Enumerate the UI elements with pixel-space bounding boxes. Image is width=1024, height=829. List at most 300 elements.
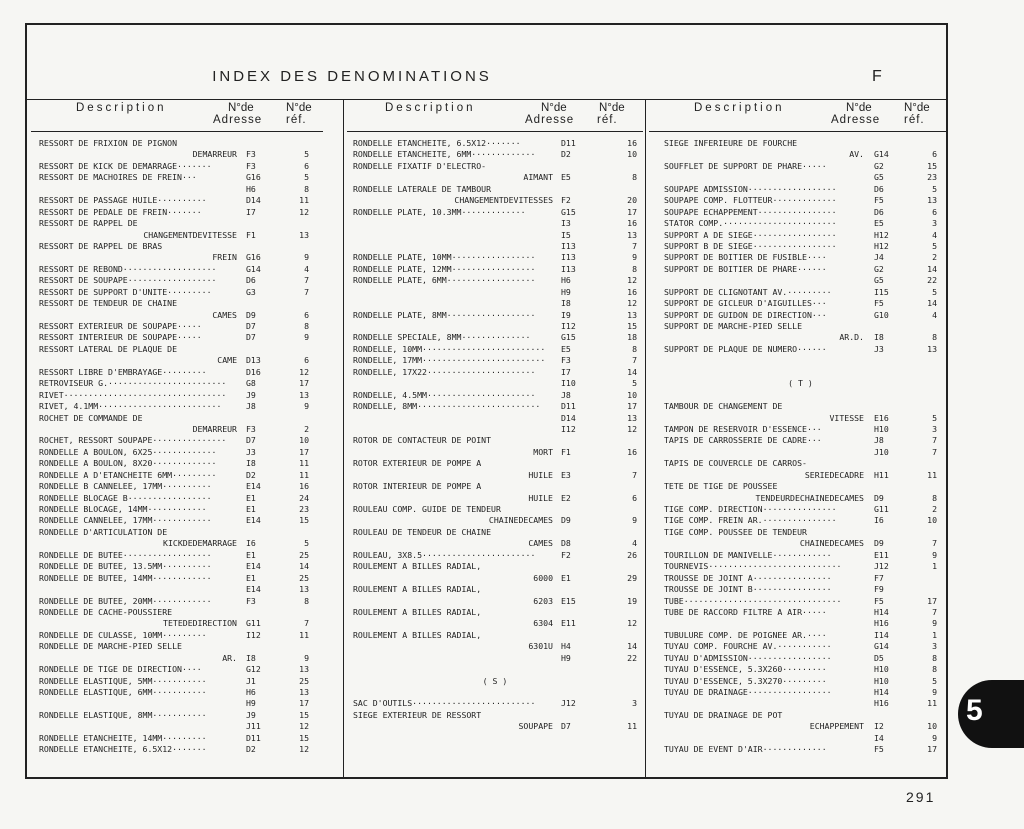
row-adresse: G5 xyxy=(874,275,884,286)
row-description: ROULEMENT A BILLES RADIAL, xyxy=(353,584,482,595)
row-adresse: H4 xyxy=(561,641,571,652)
row-adresse: I8 xyxy=(246,458,256,469)
row-adresse: E5 xyxy=(561,343,571,354)
row-ref: 12 xyxy=(627,618,637,629)
index-row xyxy=(39,744,329,755)
row-adresse: E1 xyxy=(246,504,256,514)
row-description: VITESSE xyxy=(829,412,864,423)
row-adresse: I10 xyxy=(561,378,576,389)
row-description: SUPPORT DE GICLEUR D'AIGUILLES··· xyxy=(664,298,827,309)
row-adresse: H6 xyxy=(246,183,256,194)
index-row xyxy=(39,161,329,172)
index-row xyxy=(353,161,643,172)
index-row xyxy=(664,664,944,675)
row-ref: 6 xyxy=(304,160,309,171)
row-description: RESSORT DE REBOND··················· xyxy=(39,263,217,274)
index-row xyxy=(664,424,944,435)
row-description: RESSORT LIBRE D'EMBRAYAGE········· xyxy=(39,366,207,377)
header-nde-ref: N°de xyxy=(599,102,625,114)
row-ref: 5 xyxy=(632,378,637,389)
index-row xyxy=(353,687,643,698)
row-description: CHANGEMENTDEVITESSE xyxy=(143,229,237,240)
index-row xyxy=(353,641,643,652)
row-adresse: I2 xyxy=(874,721,884,732)
index-row xyxy=(39,275,329,286)
index-row xyxy=(39,561,329,572)
row-ref: 7 xyxy=(932,538,937,549)
index-row xyxy=(664,161,944,172)
row-adresse: J11 xyxy=(246,721,261,732)
row-ref: 25 xyxy=(299,675,309,686)
header-ref: réf. xyxy=(286,114,307,126)
row-description: 6301U xyxy=(528,641,553,652)
index-row xyxy=(39,207,329,218)
index-row xyxy=(664,355,944,366)
row-description: RESSORT DE SUPPORT D'UNITE········· xyxy=(39,286,212,297)
index-row xyxy=(664,515,944,526)
index-row xyxy=(353,230,643,241)
row-adresse: G11 xyxy=(246,618,261,629)
index-row xyxy=(664,618,944,629)
row-ref: 4 xyxy=(932,309,937,320)
index-row xyxy=(353,218,643,229)
index-row xyxy=(39,584,329,595)
row-adresse: F3 xyxy=(246,423,256,434)
row-adresse: D14 xyxy=(246,195,261,206)
row-description: TOURILLON DE MANIVELLE············ xyxy=(664,549,832,560)
row-ref: 12 xyxy=(627,298,637,309)
row-description: ROULEAU COMP. GUIDE DE TENDEUR xyxy=(353,504,501,514)
row-description: FREIN xyxy=(212,252,237,263)
row-description: DEMARREUR xyxy=(192,423,237,434)
column-divider xyxy=(645,99,646,779)
row-ref: 23 xyxy=(299,504,309,514)
row-adresse: D6 xyxy=(874,183,884,194)
row-description: RONDELLE DE CACHE-POUSSIERE xyxy=(39,606,173,617)
index-row xyxy=(664,264,944,275)
row-adresse: D9 xyxy=(246,309,256,320)
row-adresse: H12 xyxy=(874,240,889,251)
row-description: RESSORT DE RAPPEL DE BRAS xyxy=(39,240,163,251)
row-adresse: I7 xyxy=(246,206,256,217)
row-description: AR.D. xyxy=(839,332,864,343)
row-description: CAMES xyxy=(528,538,553,549)
row-description: RESSORT INTERIEUR DE SOUPAPE····· xyxy=(39,332,202,343)
row-description: RONDELLE PLATE, 8MM·················· xyxy=(353,309,536,320)
row-ref: 11 xyxy=(299,629,309,640)
index-row xyxy=(664,378,944,389)
row-adresse: F3 xyxy=(561,355,571,366)
row-adresse: E5 xyxy=(874,218,884,229)
row-description: RONDELLE B CANNELEE, 17MM·········· xyxy=(39,481,212,492)
row-ref: 22 xyxy=(627,652,637,663)
row-adresse: G10 xyxy=(874,309,889,320)
index-row xyxy=(353,596,643,607)
row-description: RONDELLE, 17MM························· xyxy=(353,355,546,366)
row-description: RONDELLE ELASTIQUE, 6MM··········· xyxy=(39,687,207,697)
index-row xyxy=(39,470,329,481)
row-ref: 17 xyxy=(299,446,309,457)
row-ref: 8 xyxy=(932,652,937,663)
row-description: TUYAU COMP. FOURCHE AV.··········· xyxy=(664,641,832,652)
row-ref: 29 xyxy=(627,572,637,583)
row-description: TETEDEDIRECTION xyxy=(163,618,237,629)
index-row xyxy=(39,149,329,160)
row-ref: 4 xyxy=(304,263,309,274)
index-row xyxy=(39,138,329,149)
row-adresse: J9 xyxy=(246,389,256,400)
index-row xyxy=(353,424,643,435)
index-row xyxy=(39,321,329,332)
index-row xyxy=(39,355,329,366)
row-ref: 26 xyxy=(627,549,637,560)
row-ref: 3 xyxy=(932,423,937,434)
row-description: SUPPORT DE MARCHE-PIED SELLE xyxy=(664,321,803,331)
row-adresse: E3 xyxy=(561,469,571,480)
row-adresse: D7 xyxy=(246,321,256,331)
row-description: RONDELLE LATERALE DE TAMBOUR xyxy=(353,183,492,194)
row-ref: 7 xyxy=(304,286,309,297)
row-description: ROULEAU, 3X8.5······················· xyxy=(353,549,536,560)
row-description: RONDELLE DE BUTEE·················· xyxy=(39,549,212,560)
row-description: ROTOR INTERIEUR DE POMPE A xyxy=(353,481,482,492)
row-adresse: I13 xyxy=(561,252,576,263)
index-row xyxy=(664,344,944,355)
index-row xyxy=(353,515,643,526)
row-ref: 9 xyxy=(304,332,309,343)
index-row xyxy=(39,435,329,446)
row-adresse: G15 xyxy=(561,206,576,217)
row-adresse: E5 xyxy=(561,172,571,183)
index-row xyxy=(664,687,944,698)
row-description: RONDELLE DE BUTEE, 20MM············ xyxy=(39,595,212,606)
row-ref: 17 xyxy=(627,206,637,217)
index-column-1 xyxy=(39,138,329,756)
row-ref: 17 xyxy=(927,744,937,755)
row-description: HUILE xyxy=(528,469,553,480)
row-description: CHANGEMENTDEVITESSES xyxy=(454,195,553,206)
row-adresse: D14 xyxy=(561,412,576,423)
row-ref: 23 xyxy=(927,172,937,183)
row-description: TOURNEVIS··························· xyxy=(664,561,842,572)
row-description: TUYAU D'ESSENCE, 5.3X270········· xyxy=(664,675,827,686)
index-row xyxy=(353,493,643,504)
row-adresse: J8 xyxy=(561,389,571,400)
row-ref: 12 xyxy=(299,206,309,217)
index-row xyxy=(664,721,944,732)
row-description: CAME xyxy=(217,355,237,366)
row-ref: 15 xyxy=(299,732,309,743)
index-row xyxy=(664,207,944,218)
row-description: 6304 xyxy=(533,618,553,629)
row-ref: 5 xyxy=(304,172,309,183)
header-description: Description xyxy=(76,102,167,114)
row-ref: 7 xyxy=(632,240,637,251)
index-row xyxy=(353,367,643,378)
index-row xyxy=(39,458,329,469)
row-description: CAMES xyxy=(212,309,237,320)
row-adresse: G2 xyxy=(874,263,884,274)
index-row xyxy=(664,447,944,458)
index-row xyxy=(39,676,329,687)
row-description: CHAINEDECAMES xyxy=(488,515,553,526)
row-description: RONDELLE BLOCAGE, 14MM············ xyxy=(39,504,207,514)
index-row xyxy=(353,710,643,721)
index-row xyxy=(39,710,329,721)
row-adresse: G16 xyxy=(246,252,261,263)
index-row xyxy=(353,207,643,218)
row-ref: 16 xyxy=(627,286,637,297)
row-ref: 5 xyxy=(932,183,937,194)
row-ref: 25 xyxy=(299,549,309,560)
row-adresse: F5 xyxy=(874,744,884,755)
row-ref: 14 xyxy=(627,641,637,652)
row-adresse: G11 xyxy=(874,504,889,514)
row-adresse: F3 xyxy=(246,160,256,171)
header-nde-ref: N°de xyxy=(286,102,312,114)
index-row xyxy=(353,355,643,366)
row-adresse: E14 xyxy=(246,515,261,526)
index-row xyxy=(39,264,329,275)
row-ref: 11 xyxy=(299,458,309,469)
row-ref: 3 xyxy=(932,641,937,652)
index-row xyxy=(353,550,643,561)
row-adresse: I13 xyxy=(561,263,576,274)
row-description: RONDELLE SPECIALE, 8MM·············· xyxy=(353,332,531,343)
index-row xyxy=(664,287,944,298)
row-ref: 11 xyxy=(927,698,937,709)
row-ref: 2 xyxy=(304,423,309,434)
row-adresse: G2 xyxy=(874,160,884,171)
row-adresse: J9 xyxy=(246,709,256,720)
row-adresse: F9 xyxy=(874,584,884,595)
index-row xyxy=(664,332,944,343)
row-ref: 7 xyxy=(632,355,637,366)
index-row xyxy=(39,401,329,412)
row-adresse: E11 xyxy=(874,549,889,560)
row-ref: 10 xyxy=(627,149,637,160)
row-ref: 17 xyxy=(299,378,309,389)
index-row xyxy=(664,493,944,504)
row-ref: 2 xyxy=(932,252,937,263)
row-adresse: G15 xyxy=(561,332,576,343)
row-description: RONDELLE ETANCHEITE, 14MM········· xyxy=(39,732,207,743)
row-description: RONDELLE, 8MM························· xyxy=(353,401,541,412)
row-adresse: H6 xyxy=(561,275,571,286)
header-adresse: Adresse xyxy=(525,114,575,126)
index-row xyxy=(39,378,329,389)
row-ref: 13 xyxy=(299,584,309,595)
index-row xyxy=(39,241,329,252)
row-description: 6203 xyxy=(533,595,553,606)
row-adresse: F5 xyxy=(874,595,884,606)
index-row xyxy=(353,447,643,458)
row-ref: 13 xyxy=(927,343,937,354)
row-adresse: F3 xyxy=(246,149,256,160)
row-description: HUILE xyxy=(528,492,553,503)
row-adresse: I14 xyxy=(874,629,889,640)
row-description: TAMBOUR DE CHANGEMENT DE xyxy=(664,401,783,412)
index-row xyxy=(664,527,944,538)
index-row xyxy=(39,573,329,584)
row-description: RESSORT DE PEDALE DE FREIN······· xyxy=(39,206,202,217)
row-description: CHAINEDECAMES xyxy=(799,538,864,549)
row-ref: 6 xyxy=(304,355,309,366)
index-row xyxy=(664,561,944,572)
index-row xyxy=(664,298,944,309)
row-description: ( T ) xyxy=(788,378,813,389)
index-row xyxy=(664,252,944,263)
header-nde-adresse: N°de xyxy=(846,102,872,114)
index-row xyxy=(39,332,329,343)
index-row xyxy=(39,218,329,229)
row-ref: 8 xyxy=(632,343,637,354)
row-description: RONDELLE CANNELEE, 17MM············ xyxy=(39,515,212,526)
row-description: RIVET, 4.1MM························· xyxy=(39,401,222,412)
row-ref: 22 xyxy=(927,275,937,286)
row-adresse: I8 xyxy=(246,652,256,663)
row-description: RETROVISEUR G.························ xyxy=(39,378,227,389)
row-ref: 13 xyxy=(299,664,309,675)
row-description: TAPIS DE CARROSSERIE DE CADRE··· xyxy=(664,435,822,446)
row-adresse: J1 xyxy=(246,675,256,686)
row-ref: 16 xyxy=(627,138,637,148)
row-ref: 8 xyxy=(932,492,937,503)
row-description: RONDELLE DE BUTEE, 13.5MM·········· xyxy=(39,561,212,572)
row-description: TUBE································ xyxy=(664,595,842,606)
row-adresse: D2 xyxy=(246,744,256,755)
row-description: AV. xyxy=(849,149,864,160)
row-adresse: F1 xyxy=(246,229,256,240)
row-adresse: D7 xyxy=(561,721,571,732)
row-description: RONDELLE D'ARTICULATION DE xyxy=(39,526,168,537)
index-row xyxy=(353,481,643,492)
row-description: SAC D'OUTILS························· xyxy=(353,698,536,709)
index-column-2 xyxy=(353,138,643,733)
row-adresse: J3 xyxy=(874,343,884,354)
index-row xyxy=(353,504,643,515)
page-number: 291 xyxy=(906,789,936,805)
row-ref: 7 xyxy=(932,435,937,446)
row-ref: 7 xyxy=(304,275,309,286)
row-adresse: E14 xyxy=(246,561,261,572)
row-ref: 8 xyxy=(932,332,937,343)
row-ref: 11 xyxy=(299,469,309,480)
index-row xyxy=(353,287,643,298)
row-adresse: J4 xyxy=(874,252,884,263)
index-row xyxy=(353,630,643,641)
index-row xyxy=(664,641,944,652)
index-row xyxy=(664,230,944,241)
row-ref: 15 xyxy=(299,515,309,526)
row-adresse: J3 xyxy=(246,446,256,457)
index-row xyxy=(353,172,643,183)
row-adresse: I13 xyxy=(561,240,576,251)
row-adresse: H9 xyxy=(561,652,571,663)
index-row xyxy=(39,653,329,664)
row-ref: 5 xyxy=(932,675,937,686)
index-row xyxy=(664,698,944,709)
row-ref: 12 xyxy=(299,721,309,732)
row-ref: 4 xyxy=(932,229,937,240)
header-nde-adresse: N°de xyxy=(541,102,567,114)
row-ref: 10 xyxy=(927,515,937,526)
index-row xyxy=(353,264,643,275)
row-adresse: D11 xyxy=(561,401,576,412)
row-adresse: E16 xyxy=(874,412,889,423)
row-description: SUPPORT DE CLIGNOTANT AV.········· xyxy=(664,286,832,297)
column-header-3 xyxy=(649,101,946,132)
row-description: TIGE COMP. DIRECTION··············· xyxy=(664,504,837,514)
row-description: ROCHET DE COMMANDE DE xyxy=(39,412,143,423)
row-adresse: H14 xyxy=(874,606,889,617)
column-header-2 xyxy=(347,101,643,132)
row-ref: 8 xyxy=(304,321,309,331)
row-adresse: D6 xyxy=(246,275,256,286)
row-adresse: F2 xyxy=(561,549,571,560)
row-adresse: D8 xyxy=(561,538,571,549)
row-ref: 12 xyxy=(299,366,309,377)
row-ref: 9 xyxy=(932,687,937,697)
row-adresse: I6 xyxy=(246,538,256,549)
index-frame xyxy=(25,23,948,779)
index-row xyxy=(39,447,329,458)
index-row xyxy=(664,481,944,492)
row-adresse: H10 xyxy=(874,423,889,434)
index-row xyxy=(39,733,329,744)
row-description: ROTOR EXTERIEUR DE POMPE A xyxy=(353,458,482,469)
row-ref: 5 xyxy=(304,538,309,549)
index-row xyxy=(353,241,643,252)
row-adresse: J12 xyxy=(561,698,576,709)
row-description: ROULEMENT A BILLES RADIAL, xyxy=(353,561,482,572)
row-description: TROUSSE DE JOINT A················ xyxy=(664,572,832,583)
row-description: TIGE COMP. FREIN AR.··············· xyxy=(664,515,837,526)
row-ref: 4 xyxy=(632,538,637,549)
row-ref: 13 xyxy=(627,229,637,240)
index-row xyxy=(664,630,944,641)
index-row xyxy=(664,184,944,195)
index-row xyxy=(353,310,643,321)
row-description: RONDELLE PLATE, 10MM················· xyxy=(353,252,536,263)
row-adresse: D2 xyxy=(246,469,256,480)
row-adresse: F7 xyxy=(874,572,884,583)
row-ref: 5 xyxy=(304,149,309,160)
row-adresse: J8 xyxy=(246,401,256,412)
row-description: TUYAU DE DRAINAGE DE POT xyxy=(664,709,783,720)
index-row xyxy=(353,721,643,732)
row-ref: 10 xyxy=(627,389,637,400)
row-ref: 14 xyxy=(299,561,309,572)
row-ref: 8 xyxy=(932,664,937,675)
row-description: RONDELLE A BOULON, 6X25············· xyxy=(39,446,217,457)
index-row xyxy=(353,344,643,355)
index-row xyxy=(353,195,643,206)
row-ref: 13 xyxy=(299,229,309,240)
row-adresse: I6 xyxy=(874,515,884,526)
row-adresse: I7 xyxy=(561,366,571,377)
row-ref: 7 xyxy=(932,606,937,617)
row-adresse: H14 xyxy=(874,687,889,697)
row-description: RESSORT EXTERIEUR DE SOUPAPE····· xyxy=(39,321,202,331)
index-row xyxy=(353,321,643,332)
index-row xyxy=(664,550,944,561)
index-row xyxy=(353,676,643,687)
row-adresse: H9 xyxy=(561,286,571,297)
row-description: RONDELLE ETANCHEITE, 6MM············· xyxy=(353,149,536,160)
index-row xyxy=(664,607,944,618)
index-row xyxy=(39,252,329,263)
